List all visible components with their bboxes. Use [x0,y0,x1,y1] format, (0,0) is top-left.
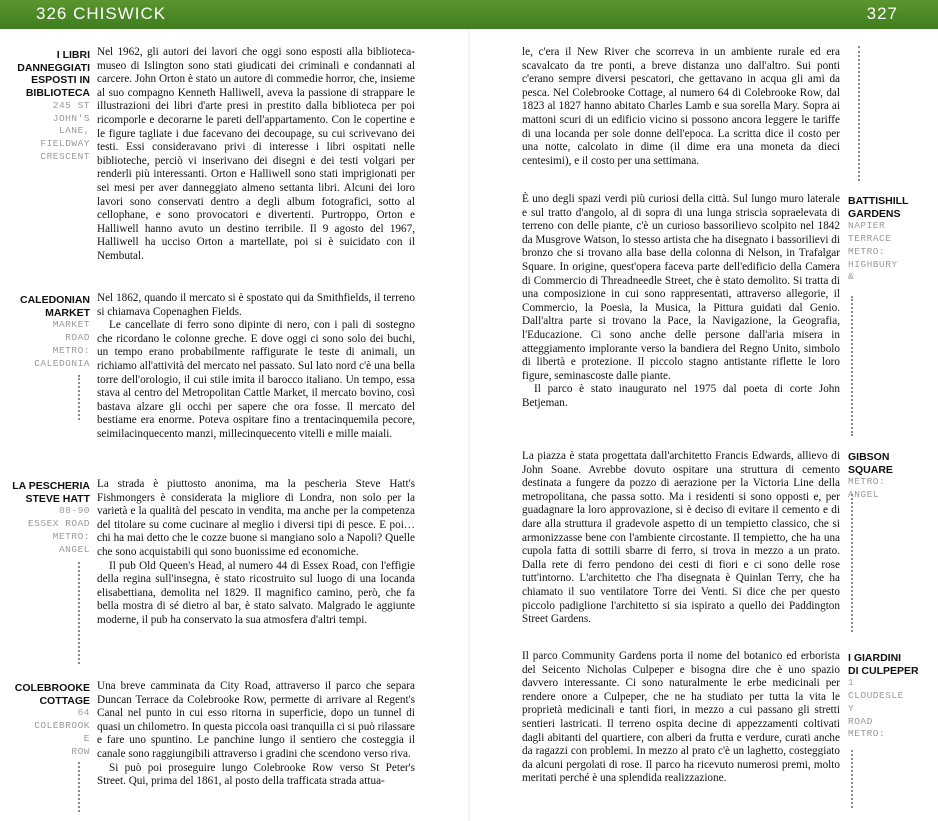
paragraph: La piazza è stata progettata dall'architetto Francis Edwards, allievo di John Soane. Avrebbe dovuto ospitare una struttura di cemento destinata a fungere da pozzo di aerazione per la Victoria Line della metropolitana, che passa sotto. Ma i residenti si sono opposti e, per guadagnare la loro approvazione, si è deciso di evitare il cemento e di dare alla struttura il gradevole aspetto di un tempietto classico, che si armonizzasse bene con l'ambiente circostante. Il tempietto, che ha una cupola fatta di sottili sbarre di ferro, si trova in mezzo a un prato. Dalla rete di ferro pendono dei cesti di fiori e ci sono delle rose tutt'intorno. L'architetto che l'ha disegnata è Quinlan Terry, che ha chiamato il suo ventilatore Torre dei Venti. Si dice che per questo piccolo padiglione l'architetto si sia ispirato a quello dei Paddington Street Gardens. [522,450,840,626]
title-line: I LIBRI [56,49,90,61]
section-title [848,195,933,220]
sidebar-culpeper [848,652,933,741]
paragraph: La strada è piuttosto anonima, ma la pescheria Steve Hatt's Fishmongers è considerata la migliore di Londra, non solo per la varietà e la qualità del pescato in vendita, ma anche per la competenza del titolare su come cucinare al meglio i diversi tipi di pesce. E poi… chi ha mai detto che le cozze buone si mangiano solo a Napoli? Quelle che sono acquistabili qui sono buonissime ed economiche. [97,478,415,558]
section-address [10,319,90,370]
section-address [848,476,933,501]
section-body-libri [97,46,415,264]
section-title [10,294,90,319]
address-line: METRO: [848,245,886,257]
title-line: DI CULPEPER [848,664,919,677]
section-title [10,682,90,707]
address-line: TERRACE [848,233,892,245]
address-line: E [83,732,90,744]
paragraph: Nel 1862, quando il mercato si è spostato qui da Smithfields, il terreno si chiamava Copenaghen Fields. [97,292,415,318]
address-line: ROW [71,745,90,757]
title-line: LA PESCHERIA [12,480,90,492]
address-line: METRO: [848,728,886,740]
address-line: LANE, [58,125,90,137]
address-line: CLOUDESLE [848,690,904,702]
sidebar-colebrooke [10,682,90,758]
paragraph: Una breve camminata da City Road, attraverso il parco che separa Duncan Terrace da Colebrooke Row, permette di arrivare al Regent's Canal nel punto in cui esso ritorna in superficie, dopo un tunnel di quasi un chilometro. In questa piccola oasi tranquilla ci si può rilassare e fare uno spuntino. Le panchine lungo il sentiero che costeggia il canale sono raggiungibili attraverso i gradini che scendono verso riva. [97,680,415,760]
paragraph: Le cancellate di ferro sono dipinte di nero, con i pali di sostegno che ricordano le colonne greche. E dove oggi ci sono solo dei buchi, un tempo erano probabilmente raffigurate le teste di animali, un richiamo all'attività del mercato nel passato. Sul lato nord c'è una bella torre dell'orologio, il cui stile imita il barocco italiano. Un tempo, essa stava al centro del Metropolitan Cattle Market, il mercato bovino, così bastava alzare gli occhi per sapere che ora fosse. Il mercato del bestiame era enorme. Poteva ospitare fino a trentacinquemila pecore, seimilacinquecento manzi, millecinquecento vitelli e mille maiali. [97,319,415,440]
title-line: DANNEGGIATI [17,61,90,74]
address-line: ROAD [65,332,90,344]
title-line: MARKET [45,306,90,319]
section-body-gibson [522,450,840,627]
address-line: CRESCENT [40,150,90,162]
address-line: Y [848,702,855,714]
paragraph: Si può poi proseguire lungo Colebrooke Row verso St Peter's Street. Qui, prima del 1861, al posto della trafficata strada attua- [97,761,415,788]
paragraph: Il parco è stato inaugurato nel 1975 dal poeta di corte John Betjeman. [522,383,840,409]
section-title [10,49,90,100]
section-body-colebrooke [97,680,415,789]
title-line: I GIARDINI [848,652,902,664]
address-line: 64 [77,707,90,719]
address-line: 1 [848,677,855,689]
section-body-continued [522,46,840,168]
section-body-culpeper [522,650,840,786]
paragraph: Il parco Community Gardens porta il nome del botanico ed erborista del Seicento Nicholas Culpeper e bisogna dire che è uno spazio davvero interessante. Ci sono naturalmente le erbe medicinali per rendere onore a Culpeper, che ne ha studiato per tutta la vita le proprietà medicinali e tanti fiori, in mezzo a cui passano gli stretti sentieri lastricati. Il terreno ospita decine di appezzamenti coltivati dagli abitanti del quartiere, con alberi da frutta e verdure, curati anche da ragazzi con problemi. In mezzo al prato c'è un laghetto, costeggiato da alcuni pergolati di rose. Il parco ha ricevuto numerosi premi, molto meritati perché è una splendida realizzazione. [522,650,840,785]
title-line: COLEBROOKE [14,682,90,694]
paragraph: le, c'era il New River che scorreva in un ambiente rurale ed era scavalcato da tre ponti, a breve distanza uno dall'altro. Sui ponti c'erano sempre diversi pescatori, che gettavano in acqua gli ami da pesca. Nel Colebrooke Cottage, al numero 64 di Colebrooke Row, dal 1823 al 1827 hanno abitato Charles Lamb e sua sorella Mary. Sopra ai mattoni scuri di un edificio vicino si possono ancora leggere le tariffe di una locanda per sole donne dell'epoca. La scritta dice il costo per una notte, calcolato in dime (il dime era una moneta da dieci centesimi), e il costo per una settimana. [522,46,840,167]
section-title [848,451,933,476]
page-header-bar [0,0,938,29]
address-line: 88-90 [58,505,90,517]
address-line: NAPIER [848,220,886,232]
address-line: ANGEL [848,489,880,501]
dotted-rule [78,375,80,420]
dotted-rule [78,562,80,664]
title-line: GARDENS [848,207,901,220]
page-number-right: 327 [866,4,898,23]
section-title [848,652,933,677]
address-line: HIGHBURY [848,258,898,270]
address-line: ROAD [848,715,873,727]
title-line: ESPOSTI IN [31,74,90,87]
address-line: ANGEL [58,543,90,555]
section-body-caledonian [97,292,415,442]
title-line: STEVE HATT [25,492,90,505]
paragraph: Il pub Old Queen's Head, al numero 44 di Essex Road, con l'effigie della regina sull'insegna, è stato ricostruito sul luogo di una locanda elisabettiana, demolita nel 1829. Il magnifico camino, però, che fa bella mostra di sé dietro al bar, è stato salvato. Malgrado le aggiunte moderne, il pub ha conservato la sua atmosfera d'altri tempi. [97,559,415,626]
section-address [848,677,933,741]
page-gutter [468,29,470,821]
sidebar-pescheria [10,480,90,556]
section-body-battishill [522,193,840,411]
address-line: METRO: [848,476,886,488]
dotted-rule [851,494,853,632]
section-address [10,100,90,164]
dotted-rule [858,46,860,181]
title-line: COTTAGE [39,694,90,707]
title-line: BATTISHILL [848,195,909,207]
address-line: JOHN'S [52,112,90,124]
address-line: CALEDONIA [34,357,90,369]
section-title [10,480,90,505]
title-line: GIBSON SQUARE [848,451,893,476]
dotted-rule [78,762,80,812]
sidebar-caledonian [10,294,90,370]
section-address [10,505,90,556]
paragraph: È uno degli spazi verdi più curiosi della città. Sul lungo muro laterale e sul tratto d'angolo, al di sopra di una lunga striscia sopraelevata di terreno con delle piante, c'è un curioso bassorilievo scolpito nel 1842 da Musgrove Watson, lo stesso artista che ha disegnato i bassorilievi di bronzo che si trovano alla base della colonna di Nelson, in Trafalgar Square. In origine, quest'opera faceva parte dell'edificio della Camera di Commercio di Threadneedle Street, che è stato demolito. Si tratta di una composizione in cui sono rappresentati, attraverso allegorie, il Commercio, la Poesia, la Musica, la Pittura guidati dal Genio. Dall'altra parte si trovano la Pace, la Navigazione, la Geografia, l'Educazione. Ci sono anche delle persone dall'aria misera in atteggiamento implorante verso la bandiera del Regno Unito, simbolo di libertà e protezione. Il piccolo stagno antistante riflette le loro figure, seminascoste dalle piante. [522,193,840,382]
address-line: & [848,271,855,283]
title-line: CALEDONIAN [20,294,90,306]
address-line: MARKET [52,319,90,331]
running-head-left: 326 CHISWICK [36,4,167,23]
address-line: COLEBROOK [34,720,90,732]
address-line: ESSEX ROAD [27,518,90,530]
address-line: METRO: [52,344,90,356]
sidebar-gibson [848,451,933,502]
dotted-rule [851,750,853,808]
address-line: 245 ST [52,99,90,111]
section-address [10,707,90,758]
address-line: METRO: [52,530,90,542]
section-body-pescheria [97,478,415,628]
sidebar-battishill [848,195,933,284]
dotted-rule [851,296,853,436]
address-line: FIELDWAY [40,137,90,149]
paragraph: Nel 1962, gli autori dei lavori che oggi sono esposti alla biblioteca-museo di Islington sono stati giudicati dei criminali e condannati al carcere. John Orton è stato un autore di commedie horror, che, insieme al suo compagno Kenneth Halliwell, aveva la passione di strappare le illustrazioni dei libri d'arte presi in prestito dalla biblioteca per poi ricomporle e decorarne le pareti dell'appartamento. Con le copertine e le figure tagliate i due facevano dei decoupage, su cui scrivevano dei testi. Essi consideravano privi di interesse i libri ospitati nelle biblioteche, perciò vi inserivano dei disegni e dei testi volgari per renderli più interessanti. Orton e Halliwell sono stati imprigionati per sei mesi per aver danneggiato almeno settanta libri. Alcuni dei loro lavori sono conservati dentro a degli album fotografici, sotto al cellophane, e sono provocatori e divertenti. Purtroppo, Orton e Halliwell hanno avuto un destino terribile. Il 9 agosto del 1967, Halliwell ha ucciso Orton a martellate, poi si è suicidato con il Nembutal. [97,46,415,262]
sidebar-libri [10,49,90,163]
section-address [848,220,933,284]
title-line: BIBLIOTECA [25,87,90,100]
